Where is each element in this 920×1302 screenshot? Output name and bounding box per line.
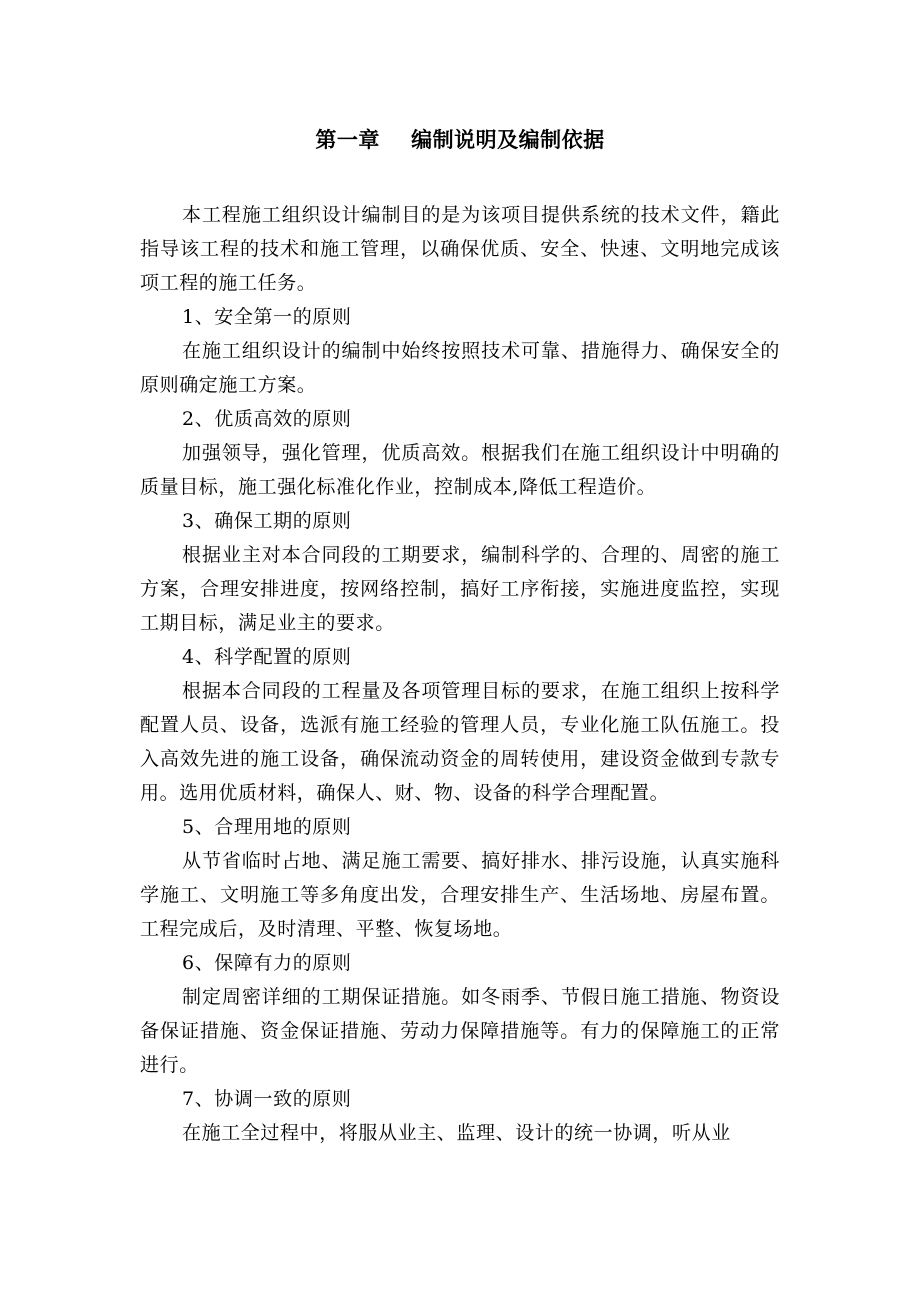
section-heading-2: 2、优质高效的原则 bbox=[182, 408, 352, 430]
section-body-7: 在施工全过程中，将服从业主、监理、设计的统一协调，听从业 bbox=[182, 1122, 731, 1144]
section-body-5: 从节省临时占地、满足施工需要、搞好排水、排污设施，认真实施科学施工、文明施工等多角度出发，合理安排生产、生活场地、房屋布置。工程完成后，及时清理、平整、恢复场地。 bbox=[140, 850, 780, 940]
section-body-6: 制定周密详细的工期保证措施。如冬雨季、节假日施工措施、物资设备保证措施、资金保证措施、劳动力保障措施等。有力的保障施工的正常进行。 bbox=[140, 986, 780, 1076]
section-heading-3: 3、确保工期的原则 bbox=[182, 510, 352, 532]
document-page bbox=[140, 120, 780, 1150]
section-heading-1: 1、安全第一的原则 bbox=[182, 306, 352, 328]
section-heading-7: 7、协调一致的原则 bbox=[182, 1088, 352, 1110]
section-heading-4: 4、科学配置的原则 bbox=[182, 646, 352, 668]
intro-paragraph: 本工程施工组织设计编制目的是为该项目提供系统的技术文件，籍此指导该工程的技术和施工管理，以确保优质、安全、快速、文明地完成该项工程的施工任务。 bbox=[140, 204, 780, 294]
section-body-3: 根据业主对本合同段的工期要求，编制科学的、合理的、周密的施工方案，合理安排进度，按网络控制，搞好工序衔接，实施进度监控，实现工期目标，满足业主的要求。 bbox=[140, 544, 780, 634]
section-body-4: 根据本合同段的工程量及各项管理目标的要求，在施工组织上按科学配置人员、设备，选派有施工经验的管理人员，专业化施工队伍施工。投入高效先进的施工设备，确保流动资金的周转使用，建设资金做到专款专用。选用优质材料，确保人、财、物、设备的科学合理配置。 bbox=[140, 680, 780, 804]
section-body-1: 在施工组织设计的编制中始终按照技术可靠、措施得力、确保安全的原则确定施工方案。 bbox=[140, 340, 780, 396]
section-heading-5: 5、合理用地的原则 bbox=[182, 816, 352, 838]
section-body-2: 加强领导，强化管理，优质高效。根据我们在施工组织设计中明确的质量目标，施工强化标准化作业，控制成本,降低工程造价。 bbox=[140, 442, 780, 498]
section-heading-6: 6、保障有力的原则 bbox=[182, 952, 352, 974]
chapter-title: 第一章 编制说明及编制依据 bbox=[315, 128, 605, 152]
